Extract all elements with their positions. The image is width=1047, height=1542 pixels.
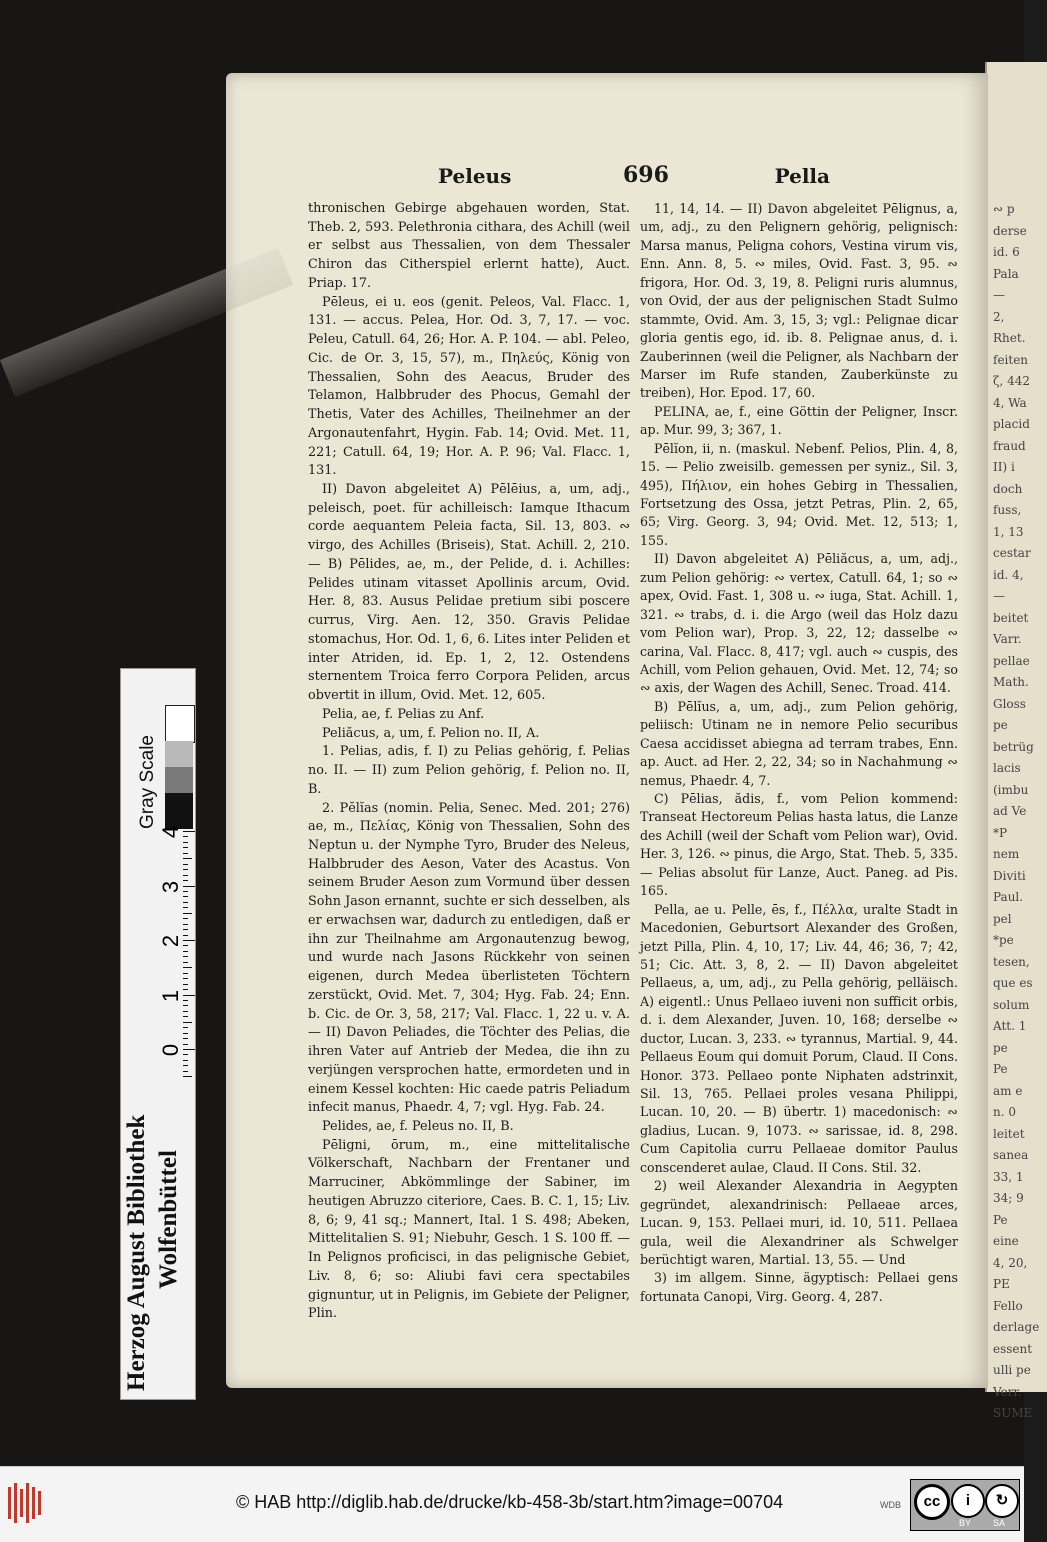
header-right-word: Pella — [774, 164, 830, 188]
dictionary-paragraph: Pella, ae u. Pelle, ēs, f., Πέλλα, uralte Stadt in Macedonien, Geburtsort Alexander des Großen, jetzt Pilla, Plin. 4, 10, 17; Liv. 44, 46; 36, 7; 42, 51; Cic. Att. 3, 8, 2. — II) Davon abgeleitet Pellaeus, a, um, adj., zu Pella gehörig, pelläisch. A) eigentl.: Unus Pellaeo iuveni non sufficit orbis, d. i. dem Alexander, Juven. 10, 168; derselbe ∾ ductor, Lucan. 3, 233. ∾ tyrannus, Martial. 9, 44. Pellaeus Eoum qui domuit Porum, Claud. II Cons. Honor. 373. Pellaeo ponte Niphaten adstrinxit, Sil. 13, 765. Pellaei proles vesana Philippi, Lucan. 10, 20. — B) übertr. 1) macedonisch: ∾ gladius, Lucan. 9, 1073. ∾ sarissae, id. 8, 298. Cum Capitolia curru Pellaeae domitor Paulus conscenderet aulae, Claud. II Cons. Stil. 32. — [640, 901, 958, 1175]
ruler-tick — [183, 842, 188, 843]
ruler-tick — [183, 880, 188, 881]
dictionary-paragraph: 2. Pĕlĭas (nomin. Pelia, Senec. Med. 201; 276) ae, m., Πελίας, König von Thessalien, Sohn des Neptun u. der Nymphe Tyro, Bruder des Neleus, Halbbruder des Aeson, Vater des Acastus. Von seinem Bruder Aeson zum Vormund über dessen Sohn Jason ernannt, suchte er sich desselben, als er erwachsen war, dadurch zu entledigen, daß er ihn zur Theilnahme am Argonautenzug bewog, und wurde nach Jasons Rückkehr von seinen eigenen, durch Medea überlisteten Töchtern zerstückt, Ovid. Met. 7, 304; Hyg. Fab. 24; Enn. b. Cic. de Or. 3, 58, 217; Val. Flacc. 1, 22 u. v. A. — II) Davon Peliades, die Töchter des Pelias, die ihren Vater auf Antrieb der Medea, die ihn zu verjüngen versprochen hatte, ermordeten und in einem Kessel kochten: Hic caede patris Peliadum infecit manus, Phaedr. 4, 7; vgl. Hyg. Fab. 24. — [308, 800, 630, 1116]
next-page-fragment: II) i — [993, 460, 1015, 474]
next-page-fragment: essent — [993, 1341, 1033, 1356]
ruler-tick — [183, 907, 188, 908]
next-page-fragment: betrüg — [993, 739, 1034, 754]
next-page-fragment: PE — [993, 1277, 1010, 1291]
dictionary-paragraph: 11, 14, 14. — II) Davon abgeleitet Pēlignus, a, um, adj., zu den Pelignern gehörig, pelignisch: Marsa manus, Peligna cohors, Vestina virum vis, Enn. Ann. 8, 5. ∾ miles, Ovid. Fast. 3, 95. ∾ frigora, Hor. Od. 3, 19, 8. Peligni ruris alumnus, von Ovid, der aus der pelignischen Stadt Sulmo stammte, Ovid. Am. 3, 15, 3; vgl.: Pelignae dicar gloria gentis ego, id. ib. 8. Pelignae anus, d. i. Zauberinnen (weil die Peligner, als Nachbarn der Marser im Rufe standen, Zauberkünste zu treiben), Hor. Epod. 17, 60. — [640, 201, 958, 401]
ruler-tick — [183, 973, 188, 974]
dictionary-paragraph: thronischen Gebirge abgehauen worden, Stat. Theb. 2, 593. Pelethronia cithara, des Achill (weil er selbst aus Thessalien, von dem Thessaler Chiron das Citherspiel erlernt hatte), Auct. Priap. 17. — [308, 201, 630, 291]
ruler-tick — [183, 1076, 192, 1077]
dictionary-paragraph: Peliăcus, a, um, f. Pelion no. II, A. — [322, 725, 540, 741]
ruler-tick — [183, 989, 188, 990]
sa-label: SA — [993, 1518, 1006, 1528]
ruler-number: 3 — [158, 880, 184, 893]
ruler-tick — [183, 1049, 195, 1050]
next-page-fragment: (imbu — [993, 782, 1029, 797]
ruler-tick — [183, 1000, 188, 1001]
next-page-fragment: Diviti — [993, 868, 1026, 883]
ruler-tick — [183, 869, 188, 870]
ruler-tick — [183, 924, 188, 925]
ruler-tick — [183, 995, 195, 996]
ruler-number: 1 — [158, 989, 184, 1002]
ruler-tick — [183, 951, 188, 952]
dictionary-paragraph: Pelides, ae, f. Peleus no. II, B. — [322, 1118, 514, 1134]
ruler-tick — [183, 831, 195, 832]
next-page-fragment: pe — [993, 718, 1008, 732]
institution-name: Herzog August Bibliothek — [123, 1114, 150, 1391]
next-page-fragment: pel — [993, 911, 1012, 926]
next-page-fragment: ζ, 442 — [993, 374, 1031, 388]
ruler-tick — [183, 875, 188, 876]
next-page-fragment: SUME — [993, 1406, 1033, 1420]
ruler-tick — [183, 1011, 188, 1012]
next-page-fragment: doch — [993, 481, 1023, 496]
next-page-fragment: ∾ p — [993, 202, 1015, 216]
ruler-tick — [183, 1038, 188, 1039]
next-page-fragment: 33, 1 — [993, 1169, 1024, 1184]
next-page-fragment: feiten — [993, 352, 1029, 367]
by-label: BY — [959, 1518, 972, 1528]
ruler-tick — [183, 1060, 188, 1061]
next-page-fragment: 4, Wa — [993, 395, 1027, 410]
ruler-number: 2 — [158, 934, 184, 948]
ruler-tick — [183, 858, 192, 859]
next-page-fragment: Rhet. — [993, 331, 1026, 345]
next-page-fragment: derse — [993, 223, 1027, 238]
next-page-fragment: — — [993, 589, 1005, 603]
ruler-tick — [183, 929, 188, 930]
next-page-fragment: Math. — [993, 675, 1029, 689]
dictionary-paragraph: 2) weil Alexander Alexandria in Aegypten gegründet, alexandrinisch: Pellaeae arces, Lucan. 9, 153. Pellaei muri, id. 10, 511. Pellaea gula, weil die Alexandriner als Schwelger berüchtigt waren, Martial. 13, 55. — Und — [640, 1178, 958, 1267]
next-page-fragment: id. 4, — [993, 567, 1024, 582]
ruler-tick — [183, 978, 188, 979]
dictionary-paragraph: 3) im allgem. Sinne, ägyptisch: Pellaei gens fortunata Canopi, Virg. Georg. 4, 287. — [640, 1270, 958, 1304]
dictionary-paragraph: Pelia, ae, f. Pelias zu Anf. — [322, 706, 485, 722]
dictionary-paragraph: B) Pēlĭus, a, um, adj., zum Pelion gehörig, peliisch: Utinam ne in nemore Pelio securibus Caesa accidisset abiegna ad terram trabes, Enn. ap. Auct. ad Her. 2, 22, 34; so in Nachahmung ∾ nemus, Phaedr. 4, 7. — [640, 698, 958, 788]
next-page-fragment: Pala — [993, 266, 1019, 281]
institution-city: Wolfenbüttel — [155, 1150, 182, 1289]
next-page-fragment: fuss, — [993, 503, 1022, 517]
next-page-fragment: Pe — [993, 1062, 1008, 1076]
next-page-fragment: am e — [993, 1083, 1023, 1098]
dictionary-paragraph: II) Davon abgeleitet A) Pēliăcus, a, um, adj., zum Pelion gehörig: ∾ vertex, Catull. 64, 1; so ∾ apex, Ovid. Fast. 1, 308 u. ∾ iuga, Stat. Achill. 1, 321. ∾ trabs, d. i. die Argo (weil das Holz dazu vom Pelion war), Prop. 3, 22, 12; dasselbe ∾ carina, Val. Flacc. 8, 417; vgl. auch ∾ cuspis, des Achill, vom Pelion gehauen, Ovid. Met. 12, 74; so ∾ axis, der Wagen des Achill, Senec. Troad. 414. — [640, 551, 958, 696]
footer-bar — [0, 1466, 1024, 1542]
next-page-fragment: Att. 1 — [993, 1019, 1027, 1033]
header-left-word: Peleus — [438, 164, 512, 188]
next-page-fragment: Gloss — [993, 696, 1026, 711]
dictionary-paragraph: II) Davon abgeleitet A) Pēlēius, a, um, adj., peleisch, poet. für achilleisch: Iamque Ithacum corde aequantem Peleia facta, Sil. 13, 803. ∾ virgo, des Achilles (Briseis), Stat. Achill. 2, 210. — B) Pēlides, ae, m., der Pelide, d. i. Achilles: Pelides utinam vitasset Apollinis arcum, Ovid. Her. 8, 83. Ausus Pelidae pretium sibi poscere currus, Virg. Aen. 12, 350. Gravis Pelidae stomachus, Hor. Od. 1, 6, 6. Lites inter Peliden et inter Atriden, id. Ep. 1, 2, 12. Ostendens sternentem Troica ferro Corpora Peliden, arcus obvertit in illum, Ovid. Met. 12, 605. — [308, 482, 630, 704]
ruler-tick — [183, 1022, 192, 1023]
gray-block-black — [165, 793, 193, 829]
next-page-fragment: 2, — [993, 309, 1005, 324]
next-page-fragment: tesen, — [993, 954, 1030, 969]
next-page-fragment: — — [993, 288, 1005, 302]
adjacent-page-edge — [985, 62, 1047, 1420]
ruler-tick — [183, 956, 188, 957]
ruler-tick — [183, 913, 192, 914]
next-page-fragment: *pe — [993, 933, 1014, 947]
next-page-fragment: *P — [993, 825, 1008, 840]
next-page-fragment: cestar — [993, 546, 1031, 560]
page-header — [438, 164, 830, 192]
ruler-tick — [183, 836, 188, 837]
ruler-number: 0 — [158, 1043, 184, 1057]
dictionary-paragraph: PELINA, ae, f., eine Göttin der Peligner, Inscr. ap. Mur. 99, 3; 367, 1. — [640, 403, 958, 438]
cc-license-badge[interactable] — [910, 1479, 1020, 1531]
ruler-tick — [183, 902, 188, 903]
next-page-fragment: lacis — [993, 761, 1021, 775]
gray-block-light — [165, 741, 193, 767]
ruler-tick — [183, 1027, 188, 1028]
next-page-fragment: id. 6 — [993, 245, 1020, 259]
dictionary-paragraph: Pēleus, ei u. eos (genit. Peleos, Val. Flacc. 1, 131. — accus. Pelea, Hor. Od. 3, 7, 17. — voc. Peleu, Catull. 64, 26; Hor. A. P. 104. — abl. Peleo, Cic. de Or. 3, 15, 57), m., Πηλεύς, König von Thessalien, Sohn des Aeacus, Bruder des Telamon, Halbbruder des Phocus, Gemahl der Thetis, Vater des Achilles, Theilnehmer an der Argonautenfahrt, Hygin. Fab. 14; Ovid. Met. 11, 221; Catull. 64, 19; Hor. A. P. 96; Val. Flacc. 1, 131. — [308, 294, 630, 479]
next-page-fragment: sanea — [993, 1148, 1029, 1162]
ruler-tick — [183, 891, 188, 892]
next-page-fragment: Verr. — [993, 1384, 1022, 1399]
hab-barcode-logo — [6, 1481, 42, 1525]
ruler-tick — [183, 945, 188, 946]
next-page-fragment: beitet — [993, 610, 1029, 625]
next-page-fragment: pe — [993, 1040, 1008, 1055]
next-page-fragment: solum — [993, 997, 1030, 1012]
ruler-tick — [183, 935, 188, 936]
ruler-tick — [183, 984, 188, 985]
wdb-mark: WDB — [880, 1500, 901, 1510]
ruler-tick — [183, 847, 188, 848]
page-number: 696 — [623, 162, 669, 188]
ruler-tick — [183, 886, 195, 887]
ruler-tick — [183, 962, 188, 963]
next-page-fragment: n. 0 — [993, 1105, 1016, 1119]
copyright-url[interactable]: © HAB http://diglib.hab.de/drucke/kb-458-3b/start.htm?image=00704 — [236, 1492, 784, 1512]
gray-block-mid — [165, 767, 193, 793]
ruler-tick — [183, 1005, 188, 1006]
ruler-tick — [183, 896, 188, 897]
ruler-tick — [183, 1016, 188, 1017]
cc-icon: cc — [914, 1484, 950, 1520]
next-page-fragment: 34; 9 — [993, 1191, 1024, 1205]
left-column — [308, 200, 630, 1324]
dictionary-paragraph: C) Pēlias, ădis, f., vom Pelion kommend: Transeat Hectoreum Pelias hasta latus, die Lanze des Achill (weil der Schaft vom Pelion war), Ovid. Her. 3, 126. ∾ pinus, die Argo, Stat. Theb. 5, 335. — Pelias absolut für Lanze, Auct. Paneg. ad Pis. 165. — [640, 791, 958, 899]
by-icon: i — [951, 1484, 985, 1518]
next-page-fragment: fraud — [993, 438, 1026, 453]
next-page-fragment: pellae — [993, 653, 1030, 668]
gray-scale-label: Gray Scale — [137, 735, 158, 829]
next-page-fragment: eine — [993, 1234, 1019, 1248]
ruler-tick — [183, 1065, 188, 1066]
next-page-fragment: Fello — [993, 1298, 1023, 1313]
next-page-fragment: Paul. — [993, 890, 1024, 904]
next-page-fragment: que es — [993, 976, 1033, 990]
dictionary-paragraph: 1. Pelias, adis, f. I) zu Pelias gehörig, f. Pelias no. II. — II) zum Pelion gehörig, f. Pelion no. II, B. — [308, 744, 630, 797]
ruler-tick — [183, 967, 192, 968]
ruler-tick — [183, 853, 188, 854]
ruler-number: 4 — [158, 825, 184, 839]
next-page-fragment: Varr. — [993, 632, 1022, 646]
ruler-tick — [183, 940, 195, 941]
next-page-fragment: placid — [993, 417, 1030, 431]
ruler-tick — [183, 1033, 188, 1034]
next-page-fragment: leitet — [993, 1126, 1025, 1141]
dictionary-paragraph: Pēlĭon, ii, n. (maskul. Nebenf. Pelios, Plin. 4, 8, 15. — Pelio zweisilb. gemessen per syniz., Sil. 3, 495), Πήλιον, ein hohes Gebirg in Thessalien, Fortsetzung des Ossa, jetzt Petras, Plin. 2, 65, 65; Virg. Georg. 3, 94; Ovid. Met. 12, 513; 1, 155. — [640, 440, 958, 548]
next-page-fragment: nem — [993, 847, 1020, 861]
ruler-tick — [183, 1054, 188, 1055]
next-page-fragment: 1, 13 — [993, 524, 1024, 539]
ruler-tick — [183, 918, 188, 919]
gray-scale-ruler — [120, 668, 196, 1400]
dictionary-paragraph: Pēligni, ōrum, m., eine mittelitalische Völkerschaft, Nachbarn der Frentaner und Marruciner, Abkömmlinge der Sabiner, im heutigen Abruzzo citeriore, Caes. B. C. 1, 15; Liv. 8, 6; 9, 41 sq.; Mannert, Ital. 1 S. 498; Abeken, Mittelitalien S. 91; Niebuhr, Gesch. 1 S. 100 ff. — In Pelignos proficisci, in das pelignische Gebiet, Liv. 8, 6; so: Aliubi favi cera spectabiles gignuntur, ut in Pelignis, im Gebiete der Peligner, Plin. — [308, 1137, 630, 1322]
sa-icon: ↻ — [985, 1484, 1019, 1518]
next-page-fragment: Pe — [993, 1212, 1008, 1227]
next-page-fragment: derlage — [993, 1320, 1040, 1334]
next-page-fragment: ad Ve — [993, 804, 1027, 818]
next-page-fragment: 4, 20, — [993, 1255, 1028, 1270]
ruler-tick — [183, 1071, 188, 1072]
gray-block-white — [165, 705, 195, 743]
ruler-tick — [183, 864, 188, 865]
next-page-fragment: ulli pe — [993, 1363, 1031, 1377]
right-column — [640, 200, 958, 1306]
ruler-tick — [183, 1044, 188, 1045]
